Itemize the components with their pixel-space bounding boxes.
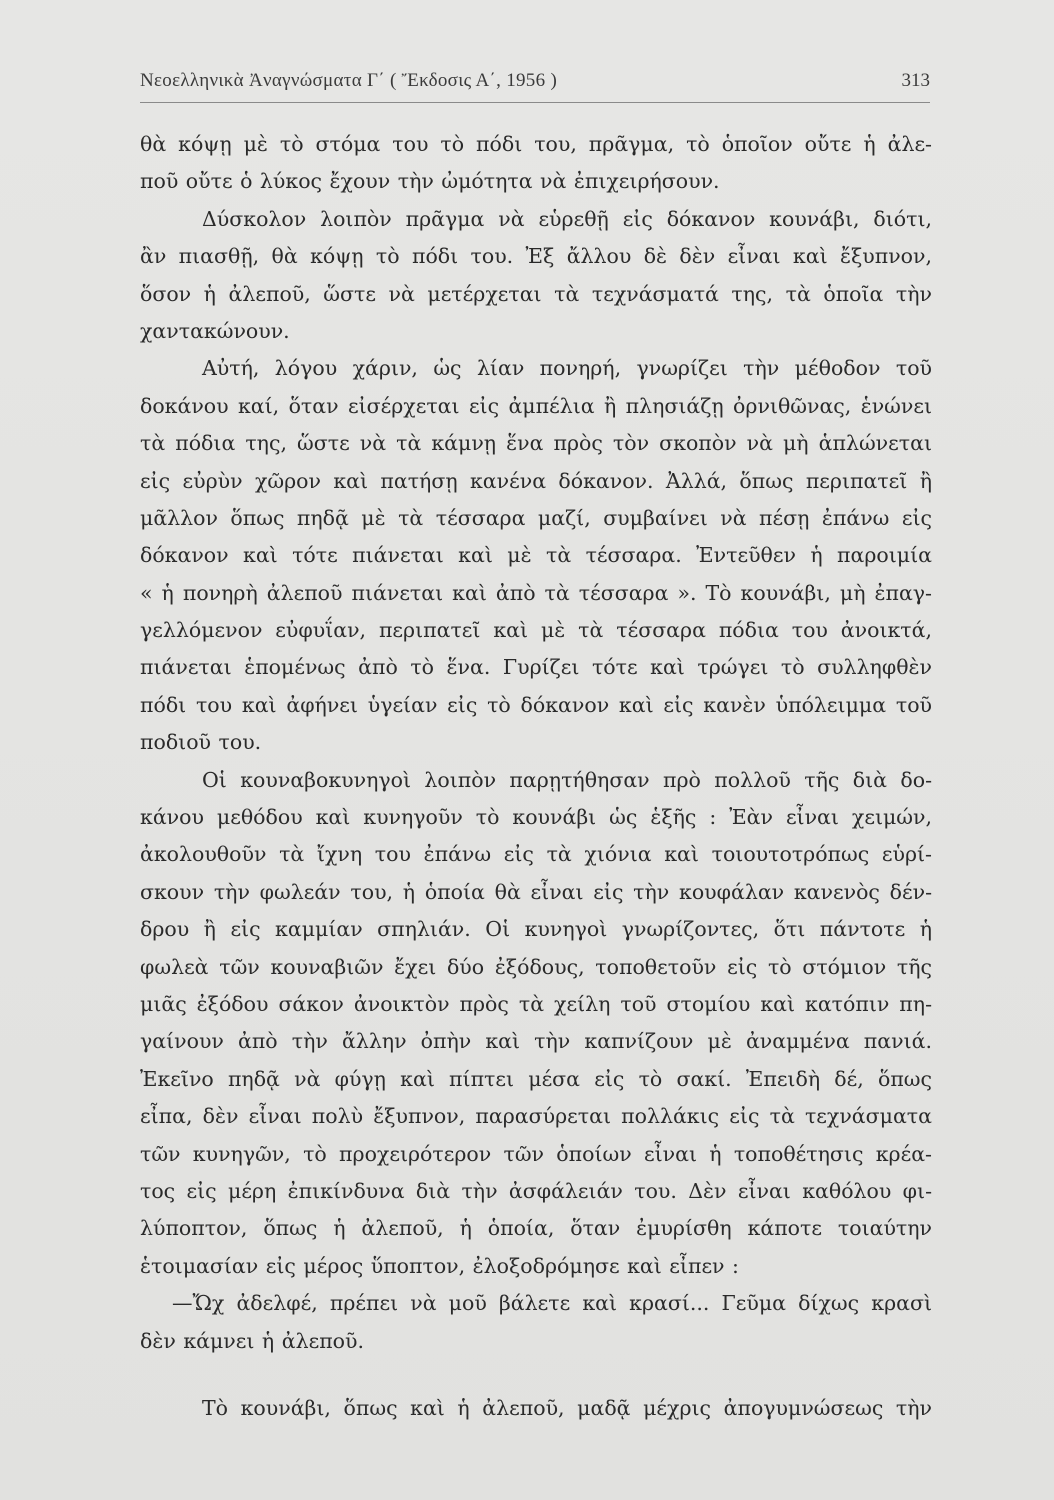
text-line: ἂν πιασθῇ, θὰ κόψῃ τὸ πόδι του. Ἐξ ἄλλου δὲ δὲν εἶναι καὶ ἔξυπνον, — [140, 244, 932, 269]
text-line: μᾶλλον ὅπως πηδᾷ μὲ τὰ τέσσαρα μαζί, συμβαίνει νὰ πέσῃ ἐπάνω εἰς — [140, 505, 932, 530]
text-line: μιᾶς ἐξόδου σάκον ἀνοικτὸν πρὸς τὰ χείλη τοῦ στομίου καὶ κατόπιν πη- — [140, 991, 932, 1016]
text-line: πόδι του καὶ ἀφήνει ὑγείαν εἰς τὸ δόκανον καὶ εἰς κανὲν ὑπόλειμμα τοῦ — [140, 692, 932, 717]
text-line: λύποπτον, ὅπως ἡ ἀλεποῦ, ἡ ὁποία, ὅταν ἐμυρίσθη κάποτε τοιαύτην — [140, 1216, 932, 1241]
text-line: δρου ἢ εἰς καμμίαν σπηλιάν. Οἱ κυνηγοὶ γνωρίζοντες, ὅτι πάντοτε ἡ — [140, 917, 932, 942]
text-line: Ἐκεῖνο πηδᾷ νὰ φύγῃ καὶ πίπτει μέσα εἰς τὸ σακί. Ἐπειδὴ δέ, ὅπως — [140, 1066, 932, 1091]
text-line: ἑτοιμασίαν εἰς μέρος ὕποπτον, ἐλοξοδρόμησε καὶ εἶπεν : — [140, 1253, 739, 1278]
text-line: φωλεὰ τῶν κουναβιῶν ἔχει δύο ἐξόδους, τοποθετοῦν εἰς τὸ στόμιον τῆς — [140, 954, 932, 979]
running-title: Νεοελληνικὰ Ἀναγνώσματα Γ΄ ( Ἔκδοσις Α΄, 1956 ) — [140, 70, 558, 91]
body-text — [140, 126, 932, 1427]
text-line: χαντακώνουν. — [140, 318, 290, 343]
text-line: τῶν κυνηγῶν, τὸ προχειρότερον τῶν ὁποίων εἶναι ἡ τοποθέτησις κρέα- — [140, 1141, 932, 1166]
dialogue-line: —Ὤχ ἀδελφέ, πρέπει νὰ μοῦ βάλετε καὶ κρασί... Γεῦμα δίχως κρασὶ — [172, 1291, 932, 1316]
paragraph-start-line: Οἱ κουναβοκυνηγοὶ λοιπὸν παρῃτήθησαν πρὸ πολλοῦ τῆς διὰ δο- — [202, 767, 932, 792]
text-line: εἰς εὐρὺν χῶρον καὶ πατήσῃ κανένα δόκανον. Ἀλλά, ὅπως περιπατεῖ ἢ — [140, 468, 932, 493]
paragraph-start-line: Δύσκολον λοιπὸν πρᾶγμα νὰ εὑρεθῇ εἰς δόκανον κουνάβι, διότι, — [202, 206, 932, 231]
header-rule — [140, 102, 930, 103]
text-line: δόκανον καὶ τότε πιάνεται καὶ μὲ τὰ τέσσαρα. Ἐντεῦθεν ἡ παροιμία — [140, 543, 932, 568]
section-gap — [140, 1360, 932, 1390]
text-line: ἀκολουθοῦν τὰ ἴχνη του ἐπάνω εἰς τὰ χιόνια καὶ τοιουτοτρόπως εὑρί- — [140, 842, 932, 867]
text-line: εἶπα, δὲν εἶναι πολὺ ἔξυπνον, παρασύρεται πολλάκις εἰς τὰ τεχνάσματα — [140, 1104, 932, 1129]
text-line: θὰ κόψῃ μὲ τὸ στόμα του τὸ πόδι του, πρᾶγμα, τὸ ὁποῖον οὔτε ἡ ἀλε- — [140, 132, 932, 156]
text-line: ποδιοῦ του. — [140, 730, 262, 755]
text-line: κάνου μεθόδου καὶ κυνηγοῦν τὸ κουνάβι ὡς ἑξῆς : Ἐὰν εἶναι χειμών, — [140, 805, 932, 830]
text-line: τος εἰς μέρη ἐπικίνδυνα διὰ τὴν ἀσφάλειάν του. Δὲν εἶναι καθόλου φι- — [140, 1178, 932, 1203]
paragraph-start-line: Τὸ κουνάβι, ὅπως καὶ ἡ ἀλεποῦ, μαδᾷ μέχρις ἀπογυμνώσεως τὴν — [202, 1395, 932, 1420]
text-line: σκουν τὴν φωλεάν του, ἡ ὁποία θὰ εἶναι εἰς τὴν κουφάλαν κανενὸς δέν- — [140, 879, 932, 904]
text-line: « ἡ πονηρὴ ἀλεποῦ πιάνεται καὶ ἀπὸ τὰ τέσσαρα ». Τὸ κουνάβι, μὴ ἐπαγ- — [140, 580, 932, 605]
text-line: γελλόμενον εὐφυΐαν, περιπατεῖ καὶ μὲ τὰ τέσσαρα πόδια του ἀνοικτά, — [140, 618, 932, 643]
text-line: δὲν κάμνει ἡ ἀλεποῦ. — [140, 1328, 364, 1353]
paragraph-start-line: Αὐτή, λόγου χάριν, ὡς λίαν πονηρή, γνωρίζει τὴν μέθοδον τοῦ — [202, 356, 932, 381]
page-number: 313 — [901, 70, 930, 91]
running-header — [140, 70, 930, 100]
text-line: γαίνουν ἀπὸ τὴν ἄλλην ὀπὴν καὶ τὴν καπνίζουν μὲ ἀναμμένα πανιά. — [140, 1029, 932, 1054]
text-line: ὅσον ἡ ἀλεποῦ, ὥστε νὰ μετέρχεται τὰ τεχνάσματά της, τὰ ὁποῖα τὴν — [140, 281, 932, 306]
text-line: δοκάνου καί, ὅταν εἰσέρχεται εἰς ἀμπέλια ἢ πλησιάζῃ ὀρνιθῶνας, ἑνώνει — [140, 393, 932, 418]
text-line: ποῦ οὔτε ὁ λύκος ἔχουν τὴν ὠμότητα νὰ ἐπιχειρήσουν. — [140, 169, 720, 194]
text-line: τὰ πόδια της, ὥστε νὰ τὰ κάμνῃ ἕνα πρὸς τὸν σκοπὸν νὰ μὴ ἁπλώνεται — [140, 431, 932, 456]
text-line: πιάνεται ἑπομένως ἀπὸ τὸ ἕνα. Γυρίζει τότε καὶ τρώγει τὸ συλληφθὲν — [140, 655, 932, 680]
